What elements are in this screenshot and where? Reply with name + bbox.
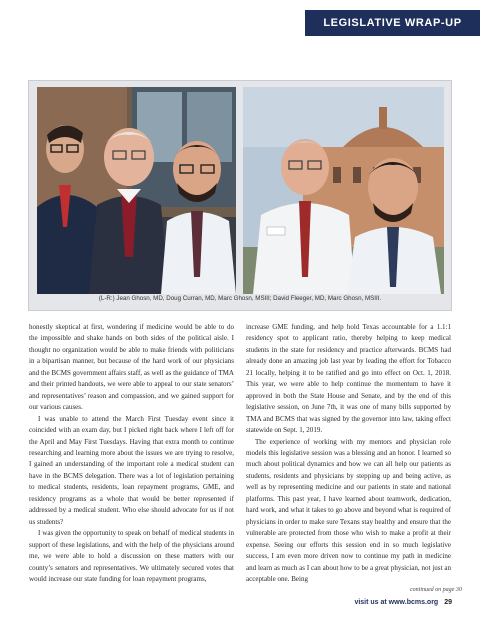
selfie-photo-image [37, 87, 236, 294]
capitol-photo-image [243, 87, 444, 294]
paragraph: The experience of working with my mentors and physician role models this legislative session was a blessing and an honor. I learned so much about political dynamics and how we can all help our patients as students, residents and physicians by stepping up and being active, as well as by representing medicine and our patients in state and national platforms. This past year, I have learned about teamwork, dedication, hard work, and what it takes to go above and beyond what is required of physicians in order to make sure Texans stay healthy and ensure that the vulnerable are protected from those who wish to make a profit at their expense. Seeing our efforts this session end in so much legislative success, I am even more driven now to continue my path in medicine and learn as much as I can about how to be a great physician, not just an acceptable one. Being [246, 437, 451, 583]
group-photo-right [243, 87, 444, 294]
article-left-column [29, 322, 234, 585]
footer-site-link[interactable]: visit us at www.bcms.org [354, 599, 439, 606]
page-footer [354, 599, 452, 606]
paragraph: increase GME funding, and help hold Texas accountable for a 1.1:1 residency spot to applicant ratio, thereby helping to keep medical students in the state for residency and practice afterwards. BCMS had already done an amazing job last year by leading the effort for Tobacco 21 locally, helping it to be ratified and go into effect on Oct. 1, 2018. This year, we were able to help continue the momentum to have it approved in both the State House and Senate, and by the end of this legislative session, on June 7th, it was one of many bills supported by TMA and BCMS that was signed by the governor into law, taking effect statewide on Sept. 1, 2019. [246, 323, 451, 435]
photo-caption: (L-R:) Jean Ghosn, MD, Doug Curran, MD, Marc Ghosn, MSIII; David Fleeger, MD, Marc Ghosn, MSIII. [98, 295, 382, 302]
section-header [305, 10, 480, 36]
photo-panel [28, 80, 452, 311]
paragraph: honestly skeptical at first, wondering if medicine would be able to do the impossible and shake hands on both sides of the political aisle. I thought no organization would be able to make friends with politicians in a bipartisan manner, but because of the hard work of our physicians and the BCMS government affairs staff, as well as the guidance of TMA and their printed handouts, we were able to appeal to our state senators’ and representatives’ reason and compassion, and we gained support for our various causes. [29, 323, 234, 412]
article-right-column [246, 322, 451, 585]
group-photo-left [37, 87, 236, 294]
continued-note: continued on page 30 [410, 587, 462, 593]
page-number: 29 [444, 599, 452, 606]
paragraph: I was unable to attend the March First Tuesday event since it coincided with an exam day, but I picked right back where I left off for the April and May First Tuesdays. Having that extra month to continue researching and learning more about the issues we are trying to resolve, I gained an understanding of the important role a medical student can have in the BCMS delegation. There was a lot of legislation pertaining to medical students, residents, loan repayment programs, GME, and residency programs as a whole that would be better represented if addressed by a medical student. Who else should advocate for us if not us students? [29, 414, 234, 526]
paragraph: I was given the opportunity to speak on behalf of medical students in support of these legislations, and with the help of the physicians around me, we were able to hold a discussion on these matters with our county’s senators and representatives. We ultimately secured votes that would increase our state funding for loan repayment programs, [29, 529, 234, 583]
section-label: LEGISLATIVE WRAP-UP [323, 17, 462, 29]
